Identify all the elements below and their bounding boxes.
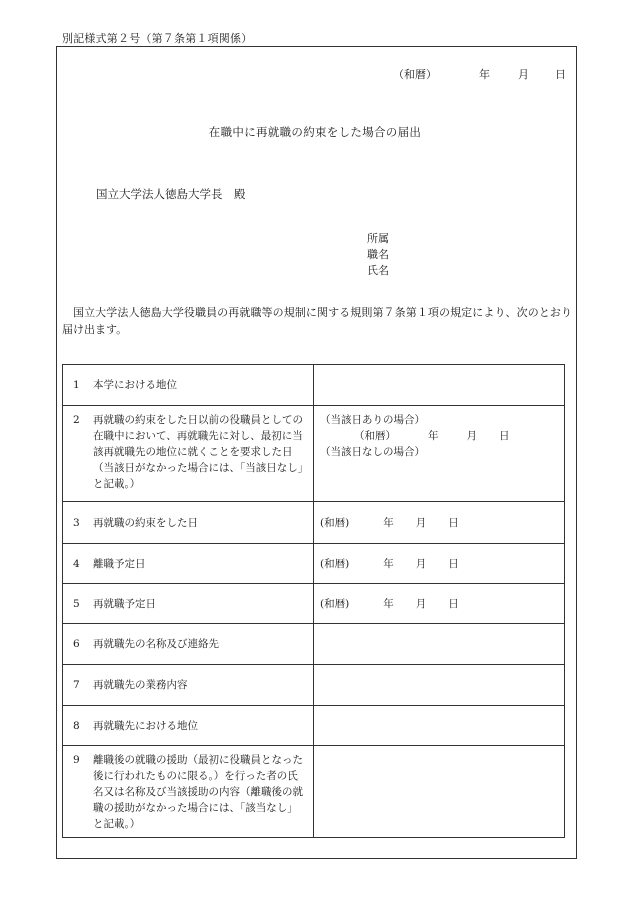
date-era: （和暦） xyxy=(354,430,396,442)
date-year: 年 xyxy=(383,557,394,570)
row-label: 再就職の約束をした日 xyxy=(93,516,198,529)
row-label-cell xyxy=(63,584,314,624)
date-month: 月 xyxy=(466,430,477,442)
row-value-cell[interactable] xyxy=(314,584,565,624)
row-label-cell xyxy=(63,365,314,406)
row-label: 再就職先の名称及び連絡先 xyxy=(93,638,219,650)
row-label: 再就職の約束をした日以前の役職員としての在職中において、再就職先に対し、最初に当該再就職先の地位に就くことを要求した日（当該日がなかった場合には、「当該日なし」と記載。） xyxy=(93,414,303,490)
row-number: 3 xyxy=(73,516,80,529)
row-value-cell[interactable] xyxy=(314,365,565,406)
table-row xyxy=(63,365,565,406)
date-day: 日 xyxy=(448,557,459,570)
table-row xyxy=(63,544,565,584)
row-value-cell[interactable] xyxy=(314,544,565,584)
row-value-cell[interactable] xyxy=(314,502,565,544)
case-no-label: （当該日なしの場合） xyxy=(320,446,425,458)
date-month: 月 xyxy=(415,597,427,610)
date-era: (和暦) xyxy=(320,597,350,610)
row-number: 6 xyxy=(73,638,80,650)
row-value-cell[interactable] xyxy=(314,624,565,665)
header-date-era: （和暦） xyxy=(393,68,437,81)
row-label: 本学における地位 xyxy=(93,379,177,391)
row-value-cell[interactable] xyxy=(314,406,565,502)
date-year: 年 xyxy=(383,597,394,610)
table-row xyxy=(63,746,565,838)
header-date xyxy=(393,66,566,82)
row-number: 4 xyxy=(73,557,80,570)
row-number: 9 xyxy=(73,753,80,766)
header-date-year: 年 xyxy=(479,68,490,81)
case-yes-label: （当該日ありの場合） xyxy=(320,414,425,426)
row-label-cell xyxy=(63,746,314,838)
date-era: (和暦) xyxy=(320,557,350,570)
date-year: 年 xyxy=(428,430,439,442)
date-month: 月 xyxy=(415,516,427,529)
sender-position-label: 職名 xyxy=(367,248,389,261)
row-label-cell xyxy=(63,665,314,706)
case-yes-date xyxy=(320,428,558,444)
date-era: (和暦) xyxy=(320,516,350,529)
row-label: 再就職先の業務内容 xyxy=(93,679,188,691)
row-label-cell xyxy=(63,544,314,584)
row-value-cell[interactable] xyxy=(314,706,565,746)
row-number: 7 xyxy=(73,679,80,691)
row-number: 1 xyxy=(73,379,80,391)
row-label: 再就職予定日 xyxy=(93,597,156,610)
row-label-cell xyxy=(63,502,314,544)
date-day: 日 xyxy=(499,430,510,442)
row-label: 再就職先における地位 xyxy=(93,719,198,732)
row-value-cell[interactable] xyxy=(314,746,565,838)
sender-block xyxy=(367,231,389,279)
table-row xyxy=(63,706,565,746)
sender-affiliation-label: 所属 xyxy=(367,232,389,245)
row-number: 8 xyxy=(73,719,80,732)
row-number: 5 xyxy=(73,597,80,610)
header-date-month: 月 xyxy=(518,68,529,81)
row-number: 2 xyxy=(73,414,80,426)
header-date-day: 日 xyxy=(555,68,566,81)
date-year: 年 xyxy=(383,516,394,529)
row-label-cell xyxy=(63,406,314,502)
sender-name-label: 氏名 xyxy=(367,264,389,277)
items-table xyxy=(62,364,565,838)
row-label-cell xyxy=(63,706,314,746)
table-row xyxy=(63,584,565,624)
row-label: 離職予定日 xyxy=(93,557,146,570)
row-label: 離職後の就職の援助（最初に役職員となった後に行われたものに限る。）を行った者の氏名又は名称及び当該援助の内容（離職後の就職の援助がなかった場合には、「該当なし」と記載。） xyxy=(93,753,303,830)
document-title: 在職中に再就職の約束をした場合の届出 xyxy=(208,125,422,139)
intro-paragraph: 国立大学法人徳島大学役職員の再就職等の規制に関する規則第７条第１項の規定により、次のとおり届け出ます。 xyxy=(62,306,572,336)
date-day: 日 xyxy=(448,597,459,610)
addressee: 国立大学法人徳島大学長 殿 xyxy=(96,187,246,201)
table-row xyxy=(63,665,565,706)
row-value-cell[interactable] xyxy=(314,665,565,706)
table-row xyxy=(63,406,565,502)
form-number-label: 別記様式第２号（第７条第１項関係） xyxy=(62,32,253,45)
date-month: 月 xyxy=(415,557,427,570)
table-row xyxy=(63,624,565,665)
row-label-cell xyxy=(63,624,314,665)
table-row xyxy=(63,502,565,544)
date-day: 日 xyxy=(448,516,459,529)
